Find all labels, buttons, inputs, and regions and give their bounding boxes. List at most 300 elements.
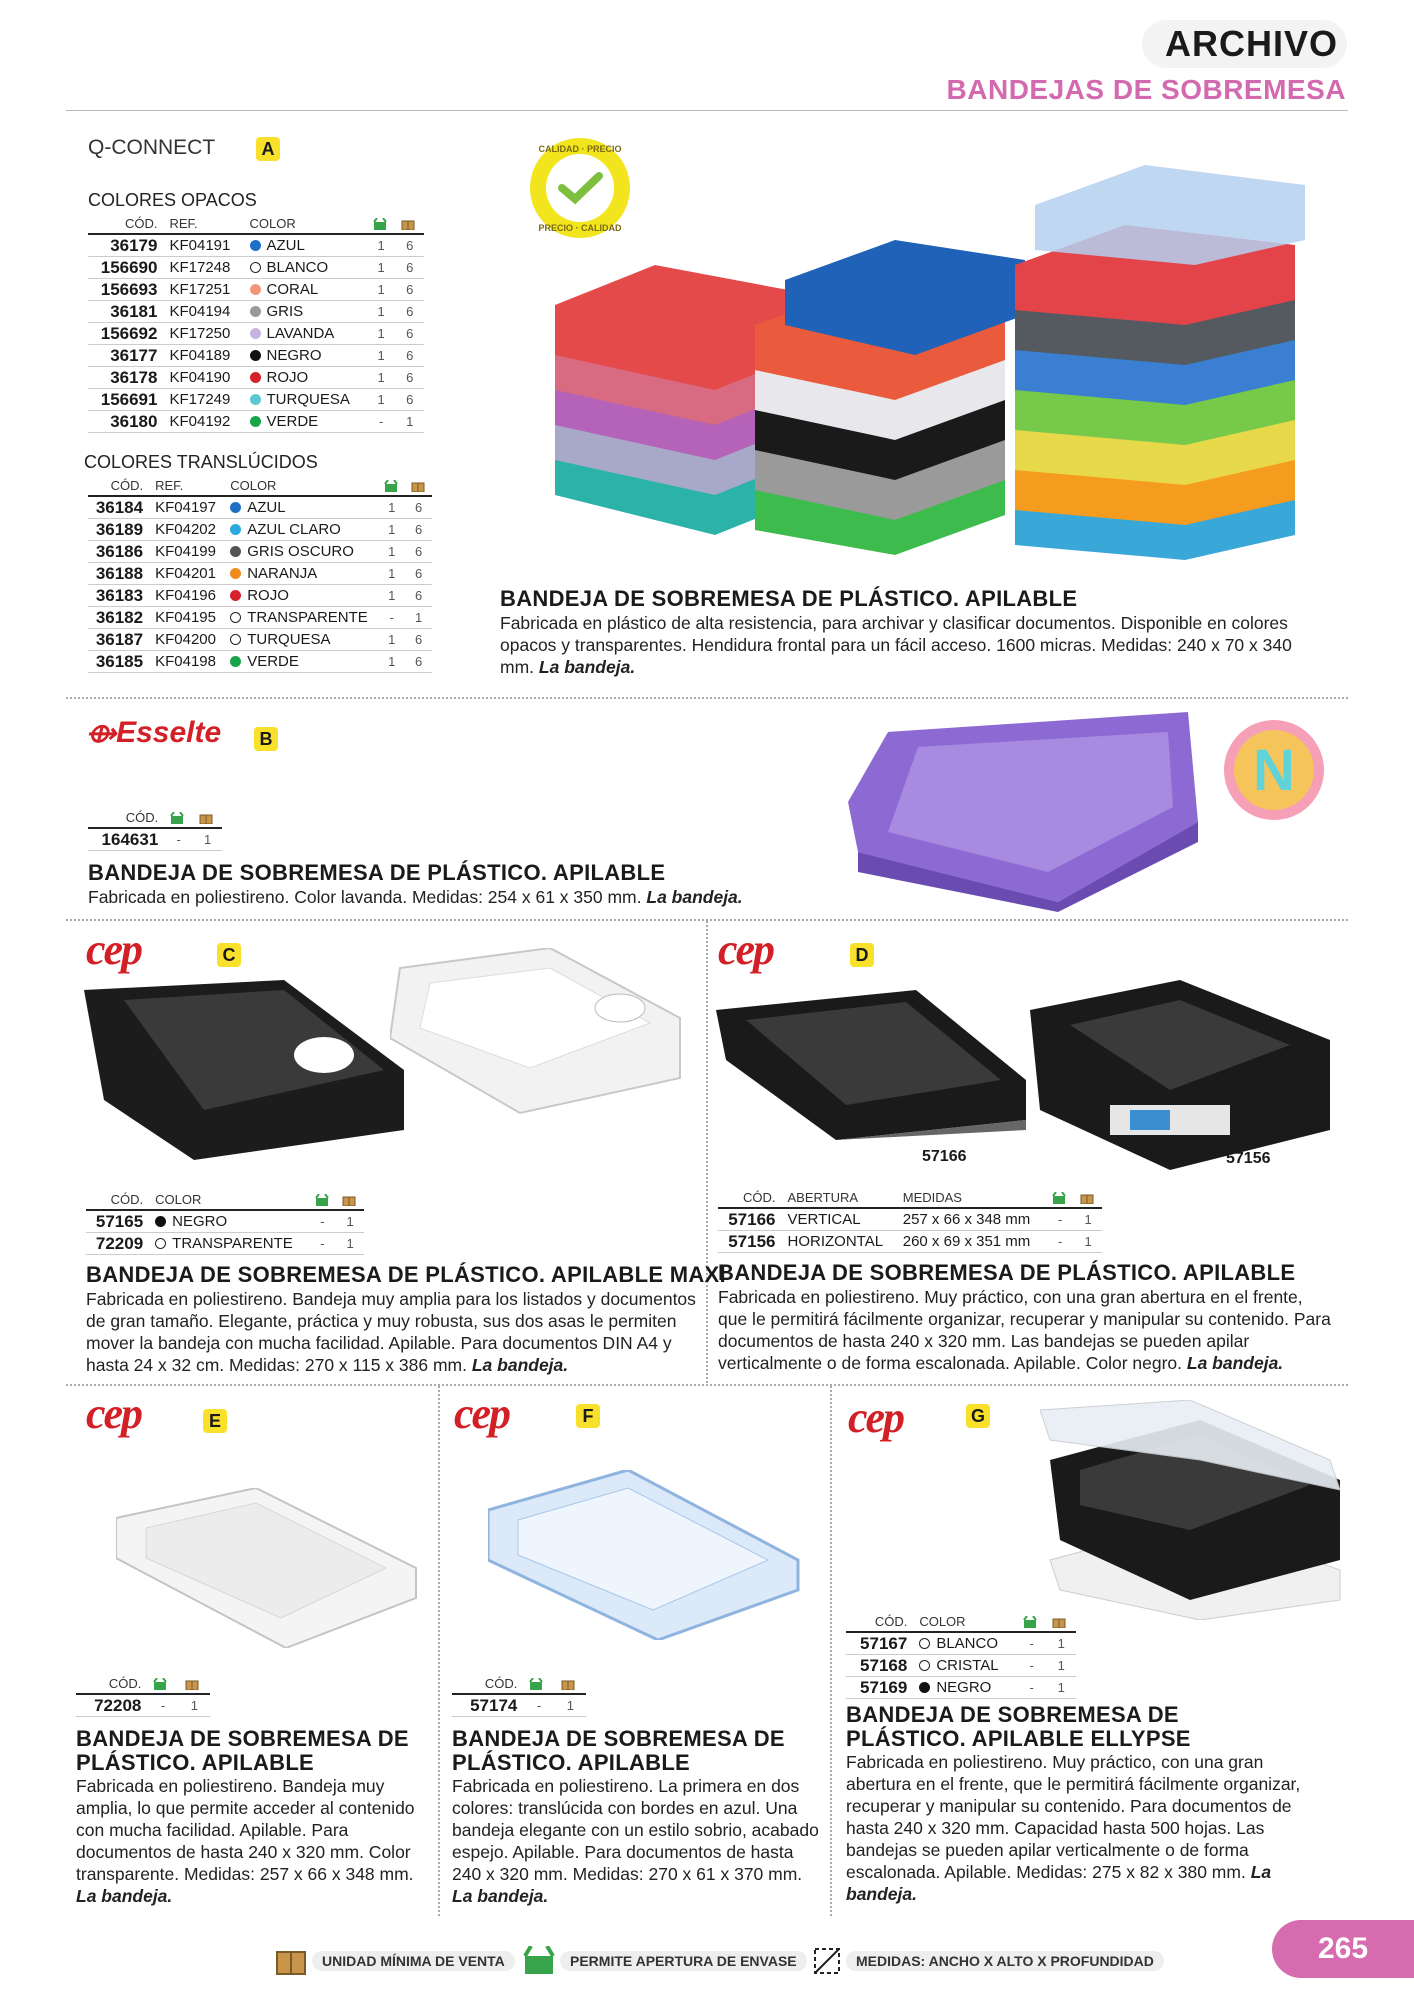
open-pack-icon	[378, 476, 405, 496]
product-d-description	[718, 1286, 1332, 1374]
cell-u1: -	[309, 1233, 337, 1255]
color-name: ROJO	[247, 587, 289, 604]
translucent-colors-table	[88, 476, 432, 673]
product-b-image	[848, 712, 1198, 912]
cell-ref: KF04191	[163, 234, 243, 257]
color-name: GRIS	[266, 303, 304, 320]
cep-logo: cep	[454, 1389, 510, 1438]
cell-u2: 6	[395, 345, 424, 367]
product-c-description	[86, 1288, 700, 1376]
cell-u2: 6	[395, 257, 424, 279]
product-c-title: BANDEJA DE SOBREMESA DE PLÁSTICO. APILABLE MAXI	[86, 1262, 726, 1287]
product-c-unit: La bandeja.	[471, 1355, 569, 1375]
cell-u1: 1	[367, 279, 396, 301]
col-cod: CÓD.	[86, 1190, 149, 1210]
opaque-colors-label: COLORES OPACOS	[88, 190, 257, 210]
color-name: LAVANDA	[266, 325, 335, 342]
color-name: BLANCO	[266, 259, 329, 276]
color-name: TRANSPARENTE	[172, 1235, 293, 1252]
cell-cod: 57166	[718, 1208, 782, 1231]
col-color: COLOR	[913, 1612, 1017, 1632]
cell-u2: 6	[405, 629, 432, 651]
product-c-black-image	[84, 980, 414, 1160]
cell-u2: 6	[405, 496, 432, 519]
color-swatch-icon	[230, 524, 241, 535]
table-row	[88, 234, 424, 257]
col-cod: CÓD.	[718, 1188, 782, 1208]
product-f-title: BANDEJA DE SOBREMESA DE PLÁSTICO. APILABLE	[452, 1726, 785, 1775]
cell-cod: 156690	[88, 257, 163, 279]
min-sale-icon	[1074, 1188, 1102, 1208]
color-name: VERDE	[266, 413, 319, 430]
color-name: VERDE	[247, 653, 299, 670]
cell-color	[244, 367, 367, 389]
cell-cod: 36189	[88, 519, 149, 541]
cell-medidas: 260 x 69 x 351 mm	[897, 1231, 1047, 1253]
cell-color	[224, 541, 378, 563]
footer-min-sale-text: UNIDAD MÍNIMA DE VENTA	[312, 1951, 515, 1971]
section-title: ARCHIVO	[1165, 23, 1339, 64]
table-row	[452, 1694, 586, 1717]
color-name: NARANJA	[247, 565, 318, 582]
product-f-image	[488, 1470, 808, 1640]
open-pack-icon	[164, 808, 193, 828]
footer-open-pack-text: PERMITE APERTURA DE ENVASE	[560, 1951, 807, 1971]
badge-e: E	[203, 1409, 227, 1433]
product-e-image	[116, 1488, 426, 1648]
cell-u1: 1	[378, 651, 405, 673]
divider	[66, 697, 1348, 699]
min-sale-icon	[193, 808, 222, 828]
product-d-table	[718, 1188, 1102, 1253]
color-swatch-icon	[250, 416, 261, 427]
cell-color	[224, 496, 378, 519]
cell-abertura: HORIZONTAL	[782, 1231, 897, 1253]
cell-color	[244, 389, 367, 411]
cell-u2: 6	[405, 563, 432, 585]
product-b-unit: La bandeja.	[646, 887, 743, 907]
cell-u2: 1	[1046, 1655, 1076, 1677]
new-badge-letter: N	[1253, 738, 1295, 803]
color-swatch-icon	[250, 394, 261, 405]
cell-u2: 1	[336, 1210, 364, 1233]
cell-u1: 1	[367, 389, 396, 411]
cep-logo: cep	[86, 925, 142, 974]
cell-u2: 6	[395, 323, 424, 345]
cell-cod: 164631	[88, 828, 164, 851]
cell-u2: 6	[395, 367, 424, 389]
table-row	[88, 367, 424, 389]
table-row	[88, 629, 432, 651]
product-f-unit: La bandeja.	[452, 1886, 549, 1906]
cell-u1: 1	[378, 519, 405, 541]
product-e-table	[76, 1674, 210, 1717]
color-swatch-icon	[155, 1238, 166, 1249]
cell-u1: -	[523, 1694, 554, 1717]
color-swatch-icon	[250, 306, 261, 317]
cell-color	[244, 301, 367, 323]
open-pack-icon	[523, 1674, 554, 1694]
cell-color	[244, 257, 367, 279]
cell-cod: 36186	[88, 541, 149, 563]
product-e-description	[76, 1775, 436, 1907]
cell-medidas: 257 x 66 x 348 mm	[897, 1208, 1047, 1231]
table-row	[88, 323, 424, 345]
cell-ref: KF17251	[163, 279, 243, 301]
cell-u1: 1	[367, 367, 396, 389]
color-swatch-icon	[919, 1682, 930, 1693]
color-name: AZUL	[247, 499, 286, 516]
footer-legend-dims	[812, 1946, 1164, 1976]
product-g-unit: La bandeja.	[846, 1862, 1272, 1904]
color-swatch-icon	[250, 328, 261, 339]
product-f-desc-text: Fabricada en poliestireno. La primera en dos colores: translúcida con bordes en azul. Una bandeja elegante con un estilo sobrio, acabado espejo. Apilable. Para documentos de hasta 240 x 320 mm. Medidas: 270 x 61 x 370 mm.	[452, 1776, 819, 1884]
cell-color	[224, 563, 378, 585]
color-swatch-icon	[230, 568, 241, 579]
color-name: GRIS OSCURO	[247, 543, 354, 560]
open-pack-icon	[1017, 1612, 1047, 1632]
footer-dims-text: MEDIDAS: ANCHO X ALTO X PROFUNDIDAD	[846, 1951, 1164, 1971]
product-f-table	[452, 1674, 586, 1717]
table-row	[88, 607, 432, 629]
cell-u2: 1	[336, 1233, 364, 1255]
table-row	[88, 519, 432, 541]
cell-color	[224, 607, 378, 629]
cell-cod: 57167	[846, 1632, 913, 1655]
color-swatch-icon	[230, 634, 241, 645]
divider	[830, 1386, 832, 1916]
color-name: TURQUESA	[266, 391, 350, 408]
qconnect-logo-text: Q-CONNECT	[88, 136, 216, 159]
color-swatch-icon	[230, 590, 241, 601]
footer-legend-min-sale	[274, 1946, 515, 1976]
cell-u1: 1	[378, 541, 405, 563]
color-swatch-icon	[250, 262, 261, 273]
open-pack-icon	[522, 1946, 556, 1976]
product-g-desc-text: Fabricada en poliestireno. Muy práctico, con una gran abertura en el frente, que le permitirá fácilmente organizar, recuperar y manipular su contenido. Para documentos de hasta 240 x 320 mm. Capacidad hasta 500 hojas. Las bandejas se pueden apilar verticalmente o de forma escalonada. Apilable. Medidas: 275 x 82 x 380 mm.	[846, 1752, 1301, 1882]
cell-cod: 36187	[88, 629, 149, 651]
divider	[66, 1384, 1348, 1386]
cell-color	[224, 651, 378, 673]
cell-u2: 1	[1046, 1677, 1076, 1699]
badge-f: F	[576, 1404, 600, 1428]
table-row	[88, 541, 432, 563]
product-d-img-label-2: 57156	[1226, 1150, 1271, 1167]
badge-d: D	[850, 943, 874, 967]
color-name: AZUL	[266, 237, 305, 254]
cell-cod: 36185	[88, 651, 149, 673]
cell-cod: 57168	[846, 1655, 913, 1677]
cell-color	[224, 519, 378, 541]
cell-ref: KF04200	[149, 629, 224, 651]
cell-u1: -	[1046, 1208, 1074, 1231]
col-color: COLOR	[244, 214, 367, 234]
color-name: NEGRO	[172, 1213, 228, 1230]
cell-cod: 36188	[88, 563, 149, 585]
table-row	[86, 1233, 364, 1255]
color-name: CORAL	[266, 281, 319, 298]
cell-color	[149, 1233, 308, 1255]
cell-u1: -	[1017, 1655, 1047, 1677]
product-b-desc-text: Fabricada en poliestireno. Color lavanda. Medidas: 254 x 61 x 350 mm.	[88, 887, 642, 907]
cell-u2: 6	[395, 389, 424, 411]
product-b-title: BANDEJA DE SOBREMESA DE PLÁSTICO. APILABLE	[88, 860, 666, 885]
col-color: COLOR	[149, 1190, 308, 1210]
table-row	[86, 1210, 364, 1233]
esselte-swirl-icon: ⟴	[86, 718, 117, 748]
cell-cod: 57174	[452, 1694, 523, 1717]
table-row	[88, 496, 432, 519]
cell-cod: 36184	[88, 496, 149, 519]
cell-u1: 1	[378, 563, 405, 585]
color-swatch-icon	[250, 350, 261, 361]
cell-color	[913, 1655, 1017, 1677]
cell-u2: 6	[405, 585, 432, 607]
cell-u2: 6	[395, 301, 424, 323]
cell-u2: 1	[179, 1694, 210, 1717]
min-sale-icon	[179, 1674, 210, 1694]
qconnect-logo	[88, 136, 215, 160]
product-a-unit: La bandeja.	[538, 657, 636, 677]
product-c-table	[86, 1190, 364, 1255]
cell-color	[244, 345, 367, 367]
badge-b: B	[254, 727, 278, 751]
table-row	[846, 1655, 1076, 1677]
dimensions-icon	[812, 1946, 842, 1976]
col-cod: CÓD.	[88, 214, 163, 234]
new-badge	[1222, 718, 1326, 822]
table-row	[846, 1677, 1076, 1699]
open-pack-icon	[309, 1190, 337, 1210]
product-a-title: BANDEJA DE SOBREMESA DE PLÁSTICO. APILABLE	[500, 586, 1078, 611]
cell-u1: 1	[378, 496, 405, 519]
color-swatch-icon	[919, 1638, 930, 1649]
badge-g: G	[966, 1404, 990, 1428]
min-sale-icon	[336, 1190, 364, 1210]
cell-u2: 1	[1074, 1208, 1102, 1231]
cell-u1: -	[1017, 1677, 1047, 1699]
cep-logo: cep	[86, 1389, 142, 1438]
color-name: NEGRO	[936, 1679, 992, 1696]
cell-color	[244, 411, 367, 433]
col-cod: CÓD.	[846, 1612, 913, 1632]
min-sale-icon	[274, 1946, 308, 1976]
cell-u1: 1	[367, 234, 396, 257]
min-sale-icon	[555, 1674, 586, 1694]
color-swatch-icon	[250, 284, 261, 295]
col-cod: CÓD.	[88, 808, 164, 828]
cell-u2: 1	[193, 828, 222, 851]
product-e-title: BANDEJA DE SOBREMESA DE PLÁSTICO. APILABLE	[76, 1726, 409, 1775]
min-sale-icon	[395, 214, 424, 234]
cell-u1: -	[367, 411, 396, 433]
col-ref: REF.	[149, 476, 224, 496]
divider	[706, 921, 708, 1383]
cell-u1: -	[147, 1694, 178, 1717]
cell-color	[244, 323, 367, 345]
table-row	[88, 828, 222, 851]
product-d-desc-text: Fabricada en poliestireno. Muy práctico, con una gran abertura en el frente, que le permitirá fácilmente organizar, recuperar y manipular su contenido. Para documentos de hasta 240 x 320 mm. Las bandejas se pueden apilar verticalmente o de forma escalonada. Apilable. Color negro.	[718, 1287, 1331, 1373]
product-d-title: BANDEJA DE SOBREMESA DE PLÁSTICO. APILABLE	[718, 1260, 1296, 1285]
table-row	[88, 345, 424, 367]
color-swatch-icon	[230, 502, 241, 513]
subsection-title: BANDEJAS DE SOBREMESA	[946, 74, 1346, 105]
cep-logo: cep	[848, 1393, 904, 1442]
seal-bottom-text: PRECIO · CALIDAD	[538, 223, 622, 233]
cell-ref: KF04192	[163, 411, 243, 433]
cell-ref: KF04196	[149, 585, 224, 607]
cell-u1: 1	[378, 629, 405, 651]
opaque-colors-table	[88, 214, 424, 433]
cell-u1: -	[1046, 1231, 1074, 1253]
col-abertura: ABERTURA	[782, 1188, 897, 1208]
cell-ref: KF04189	[163, 345, 243, 367]
translucent-colors-label: COLORES TRANSLÚCIDOS	[84, 452, 318, 472]
cell-color	[913, 1632, 1017, 1655]
cell-ref: KF17249	[163, 389, 243, 411]
cell-u1: 1	[367, 301, 396, 323]
product-a-desc-text: Fabricada en plástico de alta resistencia, para archivar y clasificar documentos. Disponible en colores opacos y transparentes. Hendidura frontal para un fácil acceso. 1600 micras. Medidas: 240 x 70 x 340 mm.	[500, 613, 1292, 677]
color-name: TURQUESA	[247, 631, 331, 648]
cell-ref: KF04202	[149, 519, 224, 541]
product-c-clear-image	[390, 948, 690, 1118]
product-a-description	[500, 612, 1320, 678]
cell-cod: 36180	[88, 411, 163, 433]
footer-legend-open-pack	[522, 1946, 807, 1976]
product-f-description	[452, 1775, 824, 1907]
product-g-description	[846, 1751, 1326, 1905]
product-g-title: BANDEJA DE SOBREMESA DE PLÁSTICO. APILABLE ELLYPSE	[846, 1702, 1191, 1751]
cell-cod: 156691	[88, 389, 163, 411]
product-e-desc-text: Fabricada en poliestireno. Bandeja muy amplia, lo que permite acceder al contenido con mucha facilidad. Apilable. Para documentos de hasta 240 x 320 mm. Color transparente. Medidas: 257 x 66 x 348 mm.	[76, 1776, 415, 1884]
product-g-table	[846, 1612, 1076, 1699]
color-name: NEGRO	[266, 347, 322, 364]
product-b-table	[88, 808, 222, 851]
table-row	[88, 651, 432, 673]
cell-cod: 57169	[846, 1677, 913, 1699]
color-swatch-icon	[230, 546, 241, 557]
cell-u2: 1	[395, 411, 424, 433]
cell-cod: 57156	[718, 1231, 782, 1253]
cell-color	[244, 234, 367, 257]
product-d-img-label-1: 57166	[922, 1148, 967, 1165]
col-ref: REF.	[163, 214, 243, 234]
cell-u1: 1	[378, 585, 405, 607]
esselte-logo	[86, 716, 221, 750]
cell-abertura: VERTICAL	[782, 1208, 897, 1231]
color-swatch-icon	[230, 656, 241, 667]
color-swatch-icon	[250, 240, 261, 251]
badge-c: C	[217, 943, 241, 967]
cell-ref: KF04201	[149, 563, 224, 585]
product-d-vertical-image	[716, 990, 1036, 1140]
cell-u1: -	[1017, 1632, 1047, 1655]
table-row	[846, 1632, 1076, 1655]
badge-a: A	[256, 137, 280, 161]
cell-cod: 36178	[88, 367, 163, 389]
product-d-horizontal-image	[1030, 980, 1330, 1170]
open-pack-icon	[1046, 1188, 1074, 1208]
cell-cod: 72209	[86, 1233, 149, 1255]
cell-ref: KF04195	[149, 607, 224, 629]
cell-cod: 156692	[88, 323, 163, 345]
color-swatch-icon	[919, 1660, 930, 1671]
cell-u1: 1	[367, 345, 396, 367]
min-sale-icon	[1046, 1612, 1076, 1632]
cell-ref: KF17250	[163, 323, 243, 345]
cell-color	[244, 279, 367, 301]
cell-cod: 36177	[88, 345, 163, 367]
cell-u1: -	[378, 607, 405, 629]
cell-ref: KF04194	[163, 301, 243, 323]
color-name: TRANSPARENTE	[247, 609, 368, 626]
cell-u2: 1	[405, 607, 432, 629]
cell-cod: 36183	[88, 585, 149, 607]
cell-color	[913, 1677, 1017, 1699]
table-row	[88, 563, 432, 585]
cell-u1: 1	[367, 323, 396, 345]
divider	[438, 1386, 440, 1916]
cell-u2: 1	[555, 1694, 586, 1717]
cell-u1: 1	[367, 257, 396, 279]
open-pack-icon	[367, 214, 396, 234]
page-number: 265	[1272, 1920, 1414, 1978]
esselte-logo-text: Esselte	[116, 716, 222, 749]
cell-u2: 1	[1074, 1231, 1102, 1253]
cell-cod: 36179	[88, 234, 163, 257]
cell-u2: 6	[395, 279, 424, 301]
cell-ref: KF17248	[163, 257, 243, 279]
min-sale-icon	[405, 476, 432, 496]
cell-ref: KF04190	[163, 367, 243, 389]
cell-u2: 6	[405, 541, 432, 563]
cell-u2: 6	[405, 519, 432, 541]
open-pack-icon	[147, 1674, 178, 1694]
cell-color	[149, 1210, 308, 1233]
table-row	[76, 1694, 210, 1717]
table-row	[88, 279, 424, 301]
product-e-unit: La bandeja.	[76, 1886, 173, 1906]
cell-cod: 57165	[86, 1210, 149, 1233]
col-cod: CÓD.	[76, 1674, 147, 1694]
col-cod: CÓD.	[452, 1674, 523, 1694]
cell-ref: KF04198	[149, 651, 224, 673]
cell-cod: 156693	[88, 279, 163, 301]
color-name: BLANCO	[936, 1635, 998, 1652]
seal-top-text: CALIDAD · PRECIO	[538, 144, 622, 154]
color-name: AZUL CLARO	[247, 521, 341, 538]
col-color: COLOR	[224, 476, 378, 496]
table-row	[718, 1231, 1102, 1253]
cell-ref: KF04197	[149, 496, 224, 519]
color-swatch-icon	[250, 372, 261, 383]
product-d-unit: La bandeja.	[1186, 1353, 1284, 1373]
cell-u2: 1	[1046, 1632, 1076, 1655]
cell-cod: 72208	[76, 1694, 147, 1717]
table-row	[718, 1208, 1102, 1231]
table-row	[88, 585, 432, 607]
product-a-image	[535, 135, 1315, 575]
product-b-description	[88, 886, 788, 908]
cell-u1: -	[164, 828, 193, 851]
col-cod: CÓD.	[88, 476, 149, 496]
color-name: ROJO	[266, 369, 309, 386]
product-g-image	[1040, 1400, 1350, 1620]
table-row	[88, 257, 424, 279]
cell-u2: 6	[395, 234, 424, 257]
table-row	[88, 389, 424, 411]
cell-color	[224, 629, 378, 651]
